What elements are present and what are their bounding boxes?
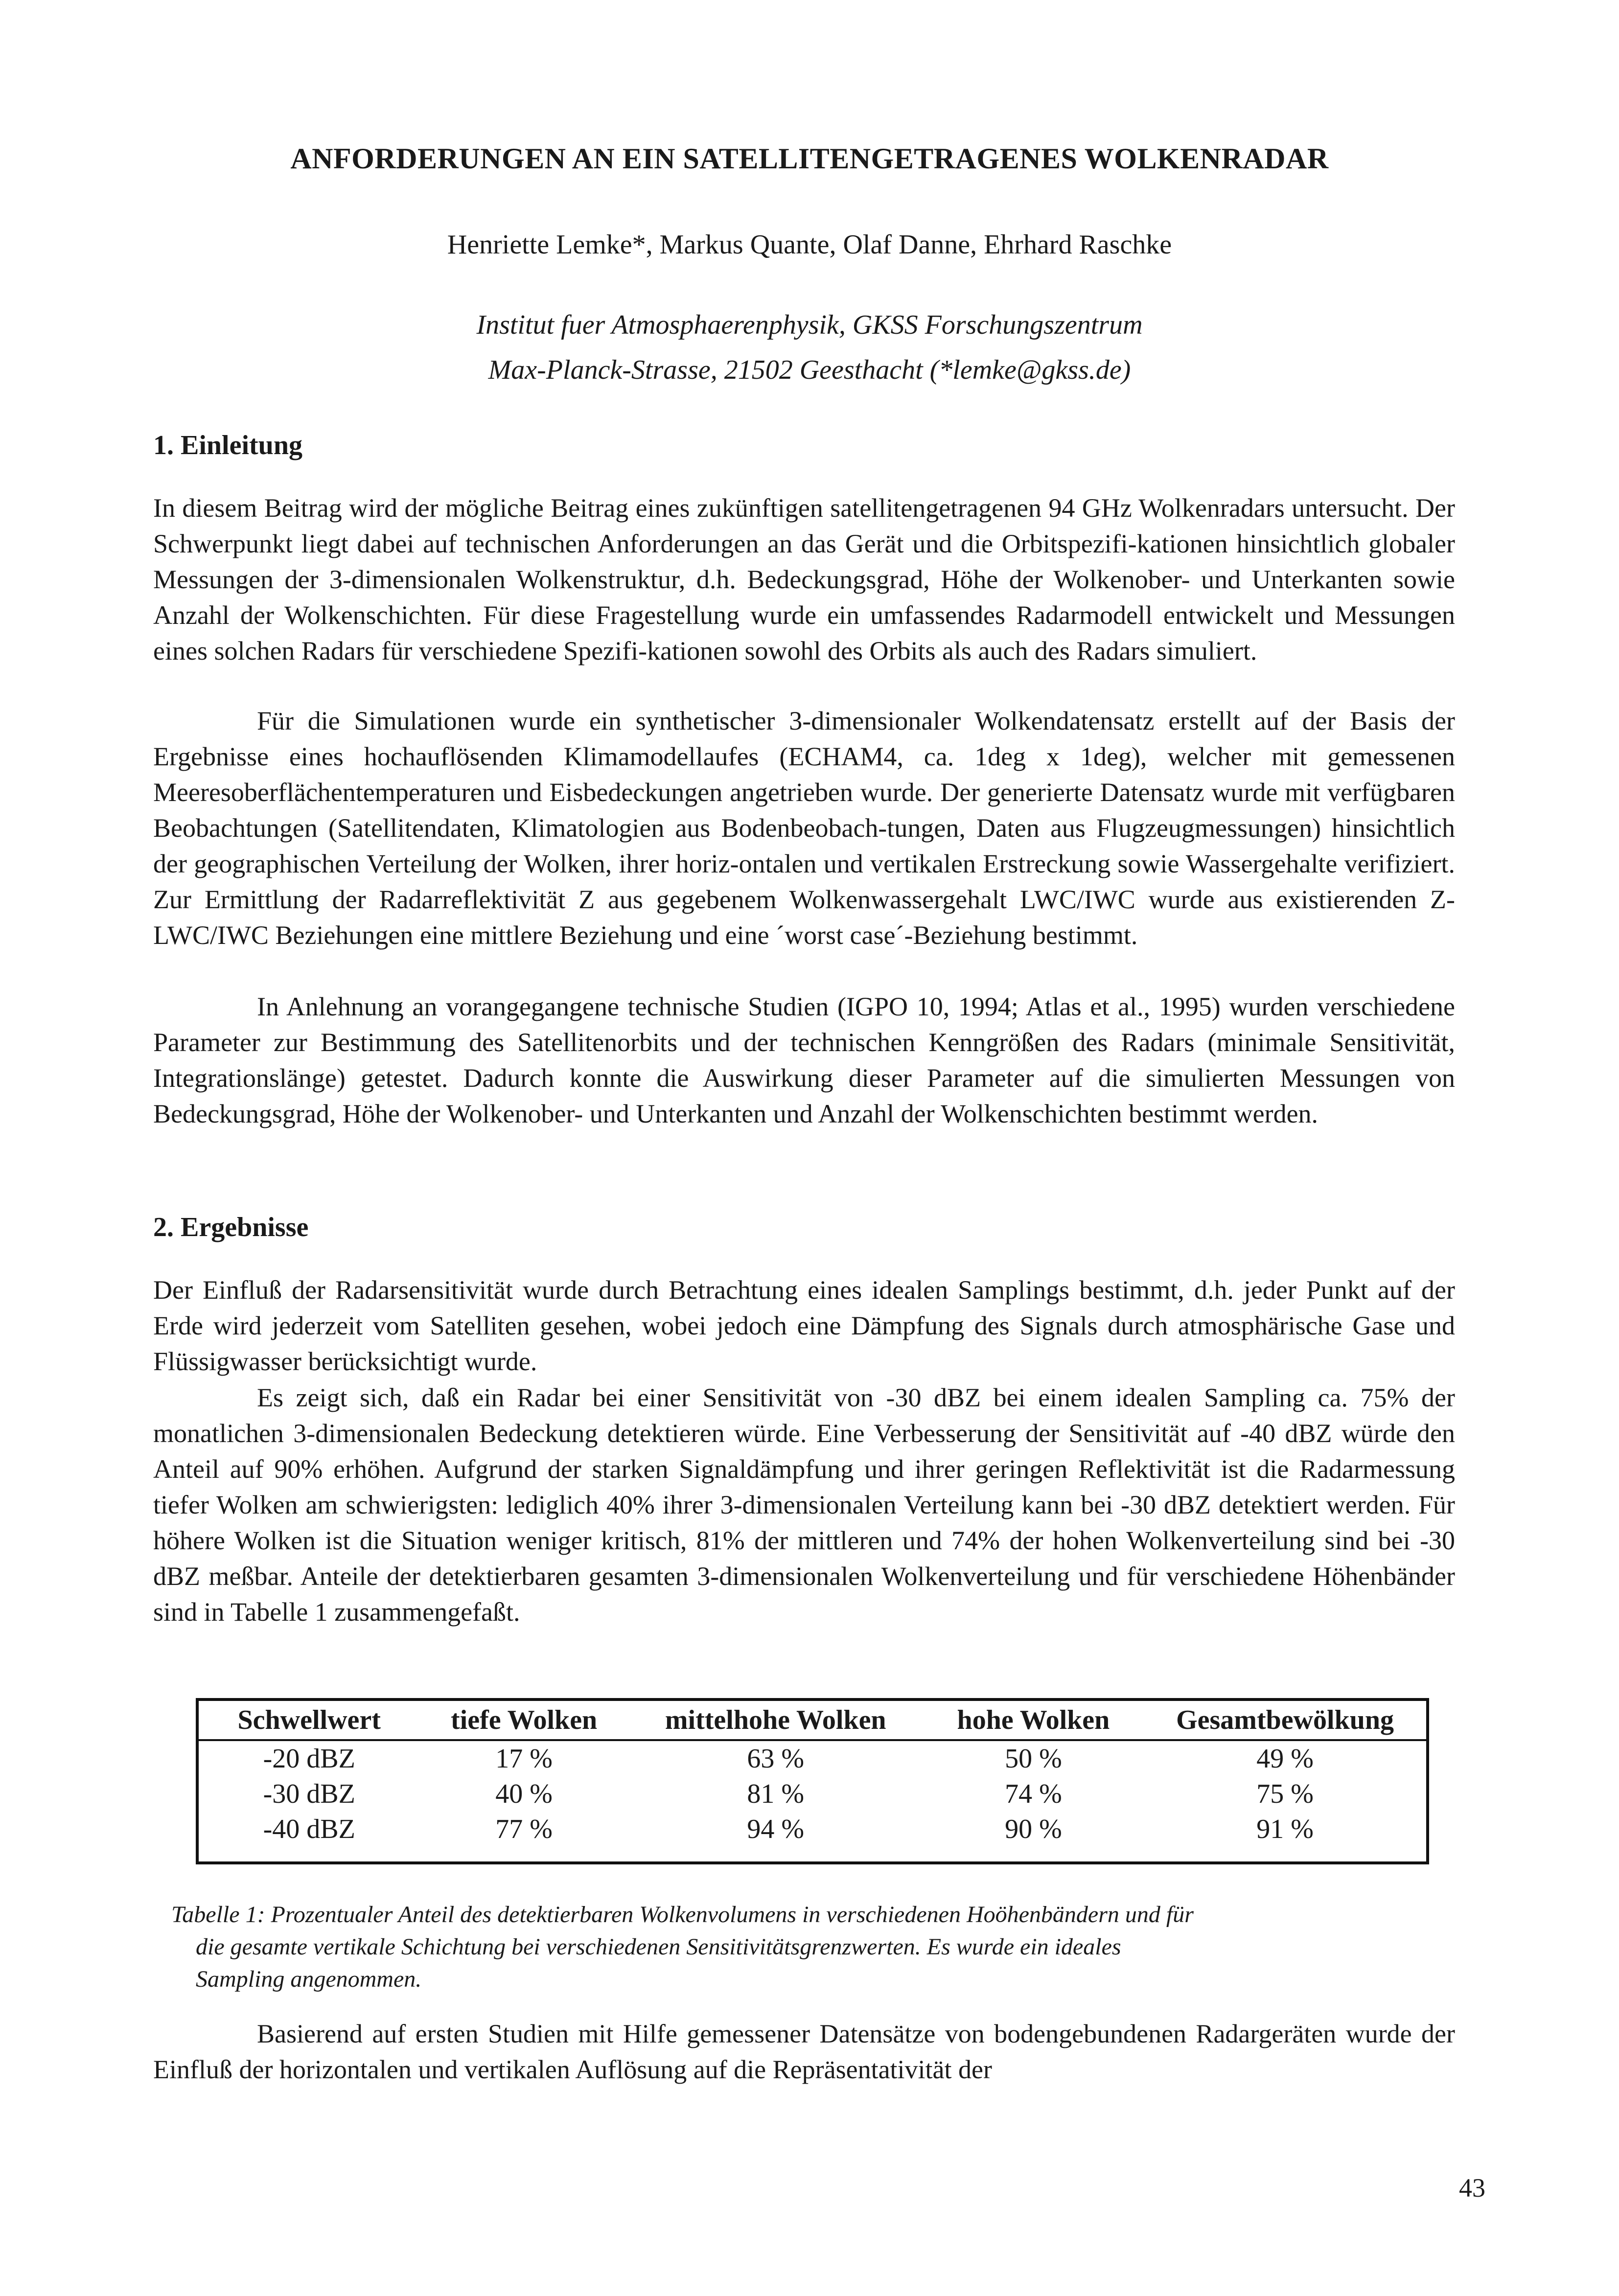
paragraph: Der Einfluß der Radarsensitivität wurde durch Betrachtung eines idealen Samplings bestimmt, d.h. jeder Punkt auf der Erde wird jederzeit vom Satelliten gesehen, wobei jedoch eine Dämpfung des Signals durch atmosphärische Gase und Flüssigwasser berücksichtigt wurde.	[153, 1275, 1455, 1376]
table-row	[199, 1776, 1426, 1812]
institution-line: Institut fuer Atmosphaerenphysik, GKSS Forschungszentrum	[476, 310, 1143, 340]
table-cell: -40 dBZ	[263, 1814, 355, 1844]
table-cell: 91 %	[1256, 1814, 1314, 1844]
table-cell: 40 %	[495, 1779, 553, 1809]
paragraph: In diesem Beitrag wird der mögliche Beitrag eines zukünftigen satellitengetragenen 94 GHz Wolkenradars untersucht. Der Schwerpunkt liegt dabei auf technischen Anforderungen an das Gerät und die Orbitspezifi-kationen hinsichtlich globaler Messungen der 3-dimensionalen Wolkenstruktur, d.h. Bedeckungsgrad, Höhe der Wolkenober- und Unterkanten sowie Anzahl der Wolkenschichten. Für diese Fragestellung wurde ein umfassendes Radarmodell entwickelt und Messungen eines solchen Radars für verschiedene Spezifi-kationen sowohl des Orbits als auch des Radars simuliert.	[153, 493, 1455, 666]
table-cell: 77 %	[495, 1814, 553, 1844]
paragraph: Basierend auf ersten Studien mit Hilfe gemessener Datensätze von bodengebundenen Radargeräten wurde der Einfluß der horizontalen und vertikalen Auflösung auf die Repräsentativität der	[153, 2019, 1455, 2084]
table-cell: -30 dBZ	[263, 1779, 355, 1809]
table-cell: 17 %	[495, 1744, 553, 1774]
caption-line: die gesamte vertikale Schichtung bei verschiedenen Sensitivitätsgrenzwerten. Es wurde ein ideales	[196, 1934, 1121, 1960]
table-cell: -20 dBZ	[263, 1744, 355, 1774]
table-cell: 50 %	[1005, 1744, 1062, 1774]
author-list: Henriette Lemke*, Markus Quante, Olaf Danne, Ehrhard Raschke	[447, 230, 1172, 260]
table-header-cell: hohe Wolken	[923, 1701, 1144, 1740]
paper-title: ANFORDERUNGEN AN EIN SATELLITENGETRAGENES WOLKENRADAR	[290, 142, 1329, 175]
caption-line: Tabelle 1: Prozentualer Anteil des detektierbaren Wolkenvolumens in verschiedenen Hoöhenbändern und für	[171, 1902, 1194, 1928]
results-table	[196, 1698, 1429, 1864]
table-cell: 49 %	[1256, 1744, 1314, 1774]
table-cell: 63 %	[747, 1744, 805, 1774]
section-heading-einleitung: 1. Einleitung	[153, 430, 302, 460]
table-cell: 81 %	[747, 1779, 805, 1809]
sensitivity-table	[199, 1701, 1426, 1847]
table-header-cell: tiefe Wolken	[419, 1701, 628, 1740]
section-heading-ergebnisse: 2. Ergebnisse	[153, 1212, 309, 1242]
paragraph: Es zeigt sich, daß ein Radar bei einer Sensitivität von -30 dBZ bei einem idealen Sampling ca. 75% der monatlichen 3-dimensionalen Bedeckung detektieren würde. Eine Verbesserung der Sensitivität auf -40 dBZ würde den Anteil auf 90% erhöhen. Aufgrund der starken Signaldämpfung und ihrer geringen Reflektivität ist die Radarmessung tiefer Wolken am schwierigsten: lediglich 40% ihrer 3-dimensionalen Verteilung kann bei -30 dBZ detektiert werden. Für höhere Wolken ist die Situation weniger kritisch, 81% der mittleren und 74% der hohen Wolkenverteilung sind bei -30 dBZ meßbar. Anteile der detektierbaren gesamten 3-dimensionalen Wolkenverteilung und für verschiedene Höhenbänder sind in Tabelle 1 zusammengefaßt.	[153, 1383, 1455, 1627]
caption-line: Sampling angenommen.	[196, 1966, 422, 1992]
table-row	[199, 1812, 1426, 1847]
page-number: 43	[1459, 2173, 1485, 2203]
table-cell: 74 %	[1005, 1779, 1062, 1809]
table-cell: 90 %	[1005, 1814, 1062, 1844]
institution-address-line: Max-Planck-Strasse, 21502 Geesthacht (*lemke@gkss.de)	[488, 355, 1131, 385]
institution-block	[0, 302, 1619, 392]
table-header-cell: mittelhohe Wolken	[628, 1701, 923, 1740]
table-cell: 94 %	[747, 1814, 805, 1844]
table-header-cell: Schwellwert	[199, 1701, 419, 1740]
table-header-row	[199, 1701, 1426, 1740]
paragraph: Für die Simulationen wurde ein synthetischer 3-dimensionaler Wolkendatensatz erstellt auf der Basis der Ergebnisse eines hochauflösenden Klimamodellaufes (ECHAM4, ca. 1deg x 1deg), welcher mit gemessenen Meeresoberflächentemperaturen und Eisbedeckungen angetrieben wurde. Der generierte Datensatz wurde mit verfügbaren Beobachtungen (Satellitendaten, Klimatologien aus Bodenbeobach-tungen, Daten aus Flugzeugmessungen) hinsichtlich der geographischen Verteilung der Wolken, ihrer horiz-ontalen und vertikalen Erstreckung sowie Wassergehalte verifiziert. Zur Ermittlung der Radarreflektivität Z aus gegebenem Wolkenwassergehalt LWC/IWC wurde aus existierenden Z-LWC/IWC Beziehungen eine mittlere Beziehung und eine ´worst case´-Beziehung bestimmt.	[153, 706, 1455, 950]
table-header-cell: Gesamtbewölkung	[1144, 1701, 1426, 1740]
table-row	[199, 1740, 1426, 1776]
paragraph: In Anlehnung an vorangegangene technische Studien (IGPO 10, 1994; Atlas et al., 1995) wurden verschiedene Parameter zur Bestimmung des Satellitenorbits und der technischen Kenngrößen des Radars (minimale Sensitivität, Integrationslänge) getestet. Dadurch konnte die Auswirkung dieser Parameter auf die simulierten Messungen von Bedeckungsgrad, Höhe der Wolkenober- und Unterkanten und Anzahl der Wolkenschichten bestimmt werden.	[153, 992, 1455, 1128]
table-cell: 75 %	[1256, 1779, 1314, 1809]
table-caption	[171, 1899, 1444, 1996]
